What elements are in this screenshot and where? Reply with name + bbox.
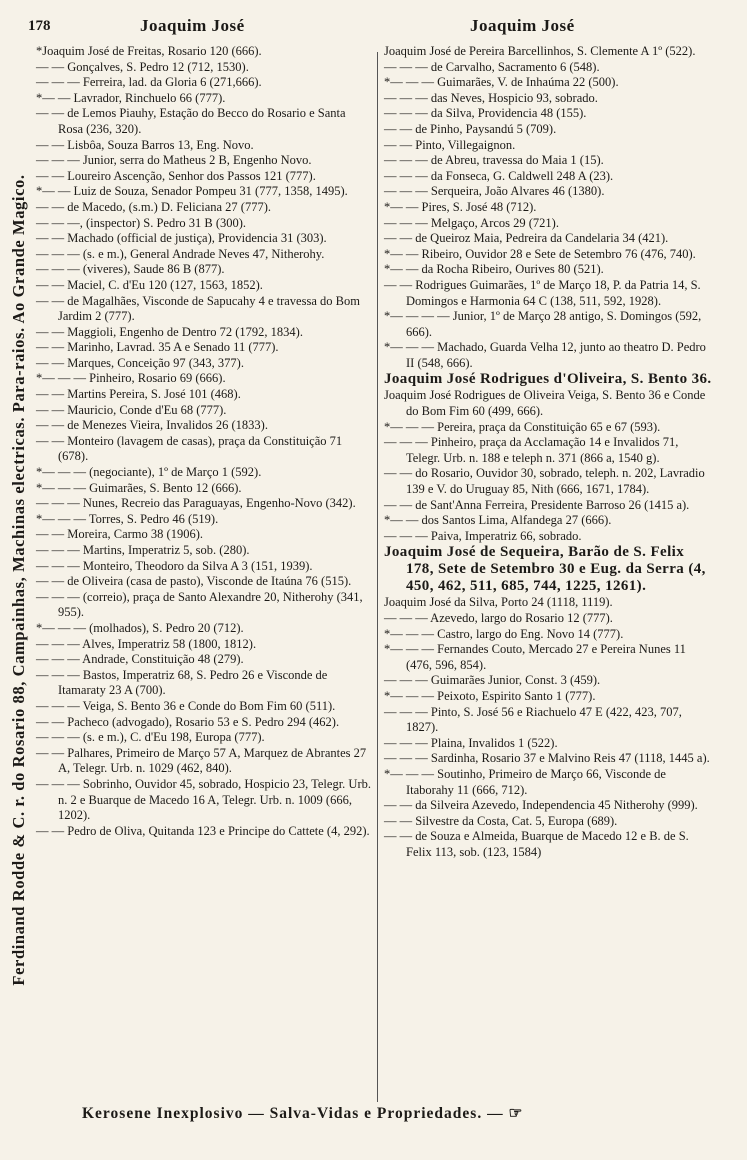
directory-entry: — — — Martins, Imperatriz 5, sob. (280).: [36, 543, 250, 557]
directory-entry: — — — Monteiro, Theodoro da Silva A 3 (151, 1939).: [36, 558, 313, 573]
directory-entry: — — de Pinho, Paysandú 5 (709).: [384, 121, 557, 136]
directory-entry: *— — — Soutinho, Primeiro de Março 66, Visconde de Itaborahy 11 (666, 712).: [384, 766, 666, 797]
directory-entry: — — — Paiva, Imperatriz 66, sobrado.: [384, 528, 582, 543]
directory-entry: — — Gonçalves, S. Pedro 12 (712, 1530).: [36, 59, 249, 74]
directory-entry: *— — da Rocha Ribeiro, Ourives 80 (521).: [384, 262, 604, 277]
directory-entry: *— — — Fernandes Couto, Mercado 27 e Pereira Nunes 11 (476, 596, 854).: [384, 642, 686, 672]
directory-entry: — — — (viveres), Saude 86 B (877).: [36, 262, 225, 277]
directory-entry: — — — Junior, serra do Matheus 2 B, Engenho Novo.: [36, 153, 312, 168]
directory-entry: — — Pedro de Oliva, Quitanda 123 e Principe do Cattete (4, 292).: [36, 823, 370, 838]
directory-entry: — — — (s. e m.), General Andrade Neves 47, Nitherohy.: [36, 246, 325, 261]
directory-entry: — — de Souza e Almeida, Buarque de Macedo 12 e B. de S. Felix 113, sob. (123, 1584): [384, 829, 689, 859]
directory-entry: — — Lisbôa, Souza Barros 13, Eng. Novo.: [36, 137, 254, 152]
directory-entry: — — — Pinheiro, praça da Acclamação 14 e Invalidos 71, Telegr. Urb. n. 188 e teleph n. 371 (866 a, 1540 g).: [384, 435, 679, 465]
directory-entry: — — — da Fonseca, G. Caldwell 248 A (23).: [384, 168, 614, 183]
running-header-right: Joaquim José: [470, 16, 575, 35]
directory-entry: Joaquim José da Silva, Porto 24 (1118, 1119).: [384, 595, 613, 610]
directory-entry: — — — Plaina, Invalidos 1 (522).: [384, 735, 558, 750]
running-header-left: Joaquim José: [140, 16, 245, 35]
directory-entry: *— — — Peixoto, Espirito Santo 1 (777).: [384, 688, 596, 703]
directory-entry: — — de Sant'Anna Ferreira, Presidente Barroso 26 (1415 a).: [384, 497, 690, 512]
directory-entry: *— — — Guimarães, V. de Inhaúma 22 (500).: [384, 75, 619, 90]
directory-entry: *— — — Machado, Guarda Velha 12, junto ao theatro D. Pedro II (548, 666).: [384, 340, 706, 370]
directory-entry: — — Pinto, Villegaignon.: [384, 137, 516, 152]
directory-entry: *— — — (molhados), S. Pedro 20 (712).: [36, 620, 244, 635]
directory-entry: Joaquim José de Pereira Barcellinhos, S. Clemente A 1º (522).: [384, 44, 696, 58]
directory-entry: — — Rodrigues Guimarães, 1º de Março 18, P. da Patria 14, S. Domingos e Harmonia 64 C (138, 511, 592, 1928).: [384, 277, 701, 308]
directory-entry: — — de Macedo, (s.m.) D. Feliciana 27 (777).: [36, 199, 272, 214]
directory-entry: — — Marinho, Lavrad. 35 A e Senado 11 (777).: [36, 340, 279, 355]
directory-entry: — — — das Neves, Hospicio 93, sobrado.: [384, 90, 598, 105]
directory-entry: — — de Lemos Piauhy, Estação do Becco do Rosario e Santa Rosa (236, 320).: [36, 106, 346, 136]
directory-entry: — — — de Abreu, travessa do Maia 1 (15).: [384, 153, 604, 168]
directory-entry: — — Martins Pereira, S. José 101 (468).: [36, 387, 241, 402]
directory-entry: — — — Nunes, Recreio das Paraguayas, Engenho-Novo (342).: [36, 496, 356, 511]
directory-entry: — — — Ferreira, lad. da Gloria 6 (271,666).: [36, 75, 262, 90]
directory-entry: — — — Sobrinho, Ouvidor 45, sobrado, Hospicio 23, Telegr. Urb. n. 2 e Buarque de Macedo 16 A, Telegr. Urb. n. 1009 (666, 1202).: [36, 776, 371, 823]
directory-entry: *— — Luiz de Souza, Senador Pompeu 31 (777, 1358, 1495).: [36, 184, 348, 199]
left-column: [36, 44, 372, 839]
directory-entry: — — de Magalhães, Visconde de Sapucahy 4 e travessa do Bom Jardim 2 (777).: [36, 293, 360, 324]
sidebar-advertisement: [6, 40, 32, 1120]
directory-entry: — — — (correio), praça de Santo Alexandre 20, Nitherohy (341, 955).: [36, 589, 363, 620]
directory-entry: — — — Veiga, S. Bento 36 e Conde do Bom Fim 60 (511).: [36, 698, 336, 713]
right-column: [384, 44, 712, 861]
directory-entry: *— — — Castro, largo do Eng. Novo 14 (777).: [384, 626, 624, 641]
directory-entry: — — — Pinto, S. José 56 e Riachuelo 47 E (422, 423, 707, 1827).: [384, 704, 682, 735]
directory-entry: — — Monteiro (lavagem de casas), praça da Constituição 71 (678).: [36, 433, 343, 464]
footer-advertisement: Kerosene Inexplosivo — Salva-Vidas e Propriedades. — ☞: [82, 1105, 524, 1122]
directory-entry: — — Maggioli, Engenho de Dentro 72 (1792, 1834).: [36, 324, 303, 339]
directory-entry: — — — Andrade, Constituição 48 (279).: [36, 652, 244, 667]
directory-entry: — — Moreira, Carmo 38 (1906).: [36, 527, 203, 542]
directory-entry: Joaquim José Rodrigues de Oliveira Veiga, S. Bento 36 e Conde do Bom Fim 60 (499, 666).: [384, 388, 706, 419]
directory-entry: — — Silvestre da Costa, Cat. 5, Europa (689).: [384, 813, 618, 828]
directory-heading: Joaquim José Rodrigues d'Oliveira, S. Bento 36.: [384, 371, 712, 388]
directory-entry: — — — Alves, Imperatriz 58 (1800, 1812).: [36, 636, 257, 651]
directory-entry: — — de Oliveira (casa de pasto), Visconde de Itaúna 76 (515).: [36, 574, 352, 589]
directory-entry: — — Mauricio, Conde d'Eu 68 (777).: [36, 402, 227, 417]
directory-entry: — — — Sardinha, Rosario 37 e Malvino Reis 47 (1118, 1445 a).: [384, 751, 710, 766]
directory-entry: *— — — Guimarães, S. Bento 12 (666).: [36, 480, 242, 495]
column-divider: [377, 52, 378, 1102]
directory-entry: — — de Menezes Vieira, Invalidos 26 (1833).: [36, 418, 268, 433]
directory-entry: — — — Melgaço, Arcos 29 (721).: [384, 215, 559, 230]
directory-entry: — — — de Carvalho, Sacramento 6 (548).: [384, 59, 600, 74]
directory-heading: Joaquim José de Sequeira, Barão de S. Felix 178, Sete de Setembro 30 e Eug. da Serra (4, 450, 462, 511, 685, 744, 1225, 1261).: [384, 544, 706, 595]
directory-entry: — — — da Silva, Providencia 48 (155).: [384, 106, 587, 121]
directory-entry: *Joaquim José de Freitas, Rosario 120 (666).: [36, 44, 262, 58]
directory-entry: — — Marques, Conceição 97 (343, 377).: [36, 355, 244, 370]
directory-entry: *— — dos Santos Lima, Alfandega 27 (666).: [384, 513, 612, 528]
directory-entry: — — Maciel, C. d'Eu 120 (127, 1563, 1852).: [36, 277, 263, 292]
directory-entry: *— — — Pinheiro, Rosario 69 (666).: [36, 371, 226, 386]
directory-entry: *— — Lavrador, Rinchuelo 66 (777).: [36, 90, 226, 105]
directory-entry: — — de Queiroz Maia, Pedreira da Candelaria 34 (421).: [384, 231, 669, 246]
directory-entry: — — Pacheco (advogado), Rosario 53 e S. Pedro 294 (462).: [36, 714, 340, 729]
directory-entry: — — do Rosario, Ouvidor 30, sobrado, teleph. n. 202, Lavradio 139 e V. do Uruguay 85, Nith (666, 1671, 1784).: [384, 466, 705, 497]
directory-entry: — — — (s. e m.), C. d'Eu 198, Europa (777).: [36, 730, 265, 745]
directory-entry: *— — — — Junior, 1º de Março 28 antigo, S. Domingos (592, 666).: [384, 309, 702, 339]
directory-entry: — — da Silveira Azevedo, Independencia 45 Nitherohy (999).: [384, 798, 698, 813]
directory-entry: — — Machado (official de justiça), Providencia 31 (303).: [36, 231, 327, 246]
directory-entry: — — — Azevedo, largo do Rosario 12 (777).: [384, 611, 613, 625]
directory-entry: — — Palhares, Primeiro de Março 57 A, Marquez de Abrantes 27 A, Telegr. Urb. n. 1029 (462, 840).: [36, 745, 367, 776]
directory-entry: *— — Ribeiro, Ouvidor 28 e Sete de Setembro 76 (476, 740).: [384, 246, 696, 261]
sidebar-advertisement-text: Ferdinand Rodde & C. r. do Rosario 88, Campainhas, Machinas electricas. Para-raios. Ao Grande Magico.: [9, 174, 28, 986]
directory-entry: — — — Serqueira, João Alvares 46 (1380).: [384, 184, 605, 199]
directory-entry: *— — — (negociante), 1º de Março 1 (592).: [36, 465, 262, 480]
directory-entry: *— — — Torres, S. Pedro 46 (519).: [36, 511, 219, 526]
directory-entry: — — — Bastos, Imperatriz 68, S. Pedro 26 e Visconde de Itamaraty 23 A (700).: [36, 667, 328, 698]
directory-entry: — — — Guimarães Junior, Const. 3 (459).: [384, 673, 601, 688]
directory-entry: — — —, (inspector) S. Pedro 31 B (300).: [36, 215, 247, 230]
directory-entry: — — Loureiro Ascenção, Senhor dos Passos 121 (777).: [36, 168, 316, 183]
directory-entry: *— — Pires, S. José 48 (712).: [384, 199, 537, 214]
directory-entry: *— — — Pereira, praça da Constituição 65 e 67 (593).: [384, 419, 661, 434]
page-number: 178: [28, 18, 51, 34]
